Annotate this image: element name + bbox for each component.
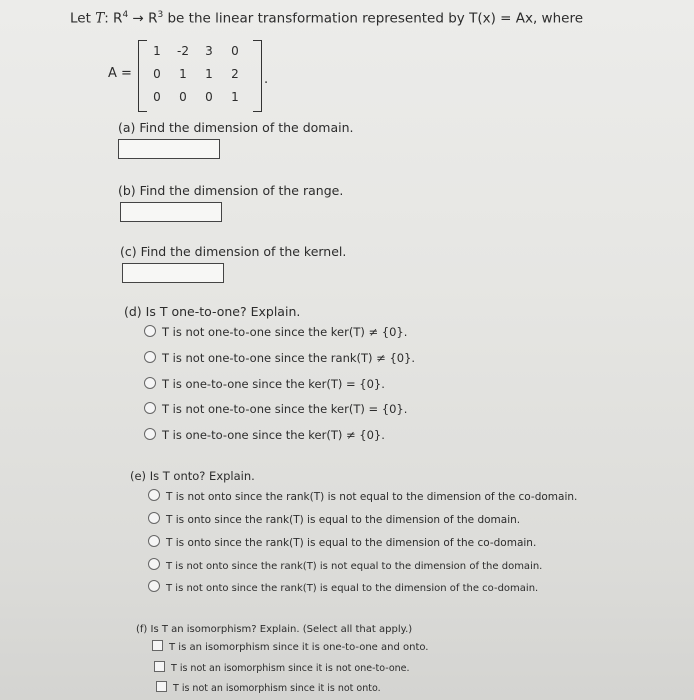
matrix-cell: 3	[205, 44, 213, 58]
option-label: T is not onto since the rank(T) is equal to the dimension of the co-domain.	[166, 583, 539, 594]
checkbox[interactable]	[156, 681, 167, 692]
question-d: (d) Is T one-to-one? Explain.	[124, 304, 301, 319]
option-f-3[interactable]	[156, 681, 381, 694]
option-e-1[interactable]	[148, 489, 577, 503]
option-e-2[interactable]	[148, 512, 520, 526]
matrix-cell: 1	[179, 67, 187, 81]
matrix-cell: 0	[179, 90, 187, 104]
intro-domain-exponent: 4	[122, 10, 129, 20]
matrix-cell: 0	[205, 90, 213, 104]
answer-b-input[interactable]	[120, 202, 222, 222]
option-f-1[interactable]	[152, 640, 428, 653]
option-label: T is an isomorphism since it is one-to-one and onto.	[169, 642, 429, 653]
intro-prefix: Let	[70, 10, 96, 27]
matrix-cell: 2	[231, 67, 239, 81]
option-d-1[interactable]	[144, 325, 407, 339]
radio-button[interactable]	[148, 535, 160, 547]
option-label: T is not one-to-one since the rank(T) ≠ {0}.	[162, 351, 416, 365]
matrix-cell: -2	[177, 44, 189, 58]
radio-button[interactable]	[144, 402, 156, 414]
option-e-4[interactable]	[148, 558, 542, 572]
option-label: T is one-to-one since the ker(T) = {0}.	[162, 377, 385, 391]
option-d-4[interactable]	[144, 402, 407, 416]
question-a: (a) Find the dimension of the domain.	[118, 120, 354, 135]
option-label: T is not an isomorphism since it is not onto.	[173, 683, 381, 694]
option-d-5[interactable]	[144, 428, 385, 442]
option-label: T is not one-to-one since the ker(T) = {0}.	[162, 402, 408, 416]
option-f-2[interactable]	[154, 661, 410, 674]
matrix-left-bracket	[138, 40, 147, 112]
option-e-5[interactable]	[148, 580, 538, 594]
question-b: (b) Find the dimension of the range.	[118, 183, 344, 198]
question-c: (c) Find the dimension of the kernel.	[120, 244, 347, 259]
radio-button[interactable]	[148, 489, 160, 501]
matrix-label: A =	[108, 66, 132, 81]
matrix-cell: 1	[153, 44, 161, 58]
radio-button[interactable]	[144, 428, 156, 440]
answer-c-input[interactable]	[122, 263, 224, 283]
option-label: T is not onto since the rank(T) is not equal to the dimension of the co-domain.	[166, 491, 578, 503]
option-label: T is onto since the rank(T) is equal to the dimension of the co-domain.	[166, 537, 537, 549]
question-e: (e) Is T onto? Explain.	[130, 469, 255, 483]
option-d-3[interactable]	[144, 377, 385, 391]
intro-rest: be the linear transformation represented by T(x) = Ax, where	[163, 10, 583, 27]
matrix-right-bracket	[253, 40, 262, 112]
checkbox[interactable]	[152, 640, 163, 651]
matrix-cell: 1	[231, 90, 239, 104]
option-label: T is not an isomorphism since it is not one-to-one.	[171, 663, 410, 674]
matrix-cell: 0	[153, 90, 161, 104]
matrix-A	[138, 40, 262, 112]
radio-button[interactable]	[148, 558, 160, 570]
answer-a-input[interactable]	[118, 139, 220, 159]
option-label: T is onto since the rank(T) is equal to the dimension of the domain.	[166, 514, 521, 526]
radio-button[interactable]	[144, 351, 156, 363]
option-label: T is one-to-one since the ker(T) ≠ {0}.	[162, 428, 385, 442]
radio-button[interactable]	[144, 325, 156, 337]
matrix-period: .	[264, 72, 269, 87]
question-f: (f) Is T an isomorphism? Explain. (Select all that apply.)	[136, 624, 413, 635]
matrix-cell: 1	[205, 67, 213, 81]
radio-button[interactable]	[144, 377, 156, 389]
matrix-cell: 0	[231, 44, 239, 58]
intro-domain: : R	[104, 10, 123, 27]
option-label: T is not onto since the rank(T) is not equal to the dimension of the domain.	[166, 561, 543, 572]
radio-button[interactable]	[148, 580, 160, 592]
intro-T: T	[95, 10, 105, 27]
intro-codomain-exponent: 3	[157, 10, 164, 20]
option-e-3[interactable]	[148, 535, 536, 549]
problem-statement	[70, 10, 583, 27]
intro-codomain: → R	[128, 10, 158, 27]
checkbox[interactable]	[154, 661, 165, 672]
matrix-cell: 0	[153, 67, 161, 81]
option-d-2[interactable]	[144, 351, 415, 365]
radio-button[interactable]	[148, 512, 160, 524]
option-label: T is not one-to-one since the ker(T) ≠ {0}.	[162, 325, 408, 339]
